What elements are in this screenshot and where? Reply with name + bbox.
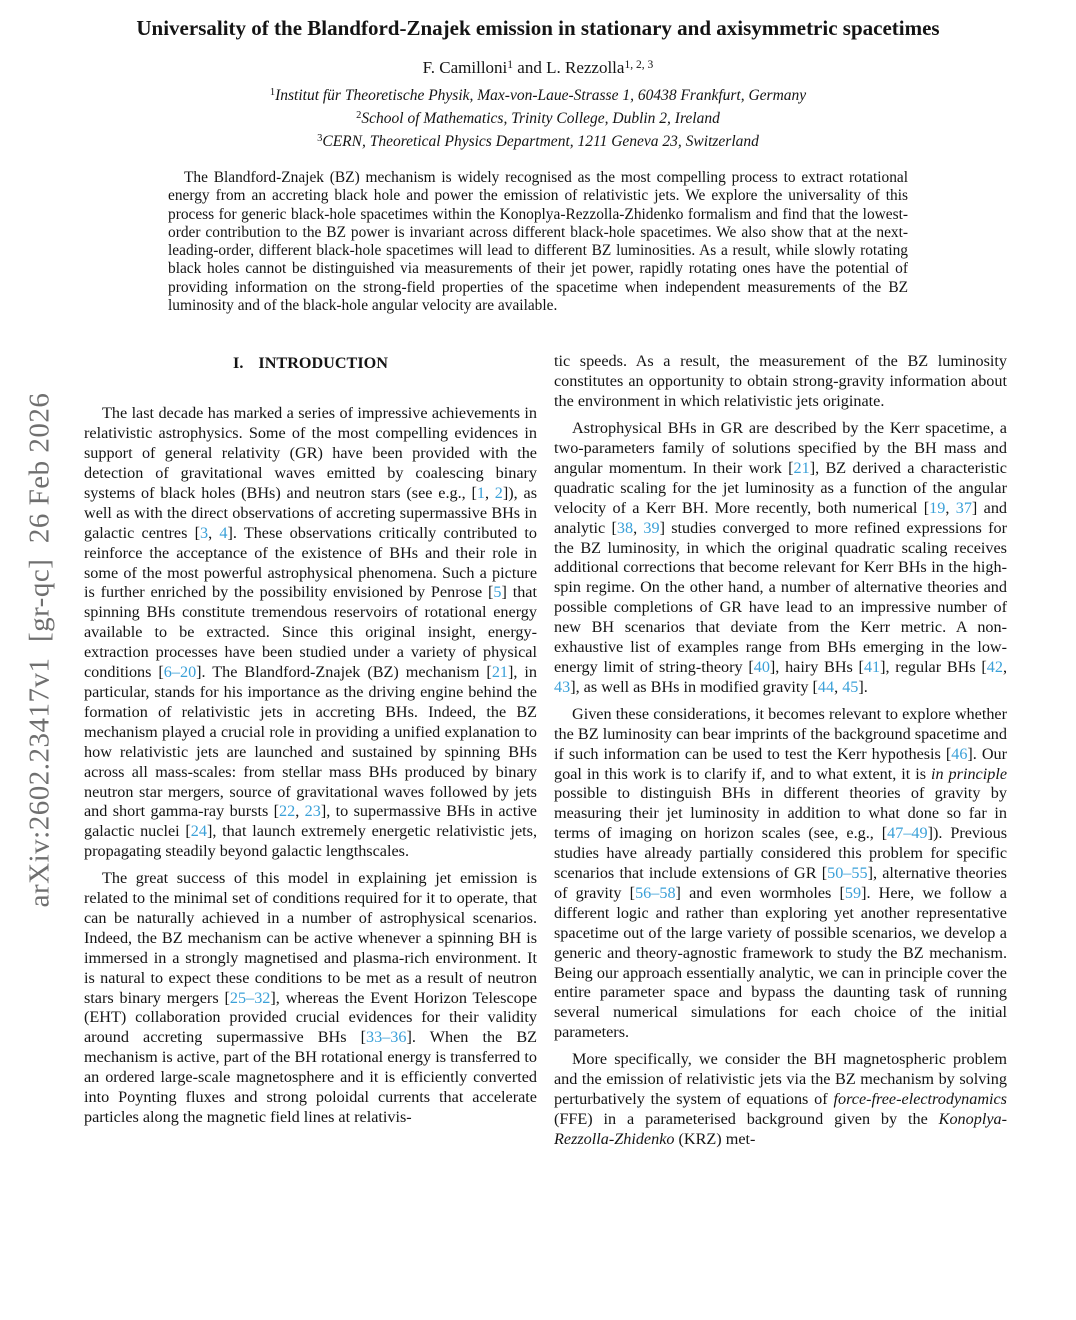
superscript: 3 bbox=[317, 133, 323, 145]
paragraph bbox=[554, 705, 1007, 1043]
citation-link[interactable]: 42 bbox=[986, 657, 1003, 676]
citation-link[interactable]: 37 bbox=[955, 498, 972, 517]
text-run: More specifically, we consider the BH magnetospheric problem and the emission of relativistic jets via the BZ mechanism by solving perturbatively the system of equations of bbox=[554, 1050, 1007, 1108]
text-run: ]), as well as with the direct observations of accreting supermassive BHs in galactic centres [ bbox=[84, 483, 537, 542]
text-run: ]. bbox=[858, 677, 868, 696]
citation-link[interactable]: 2 bbox=[494, 483, 503, 502]
paper-title: Universality of the Blandford-Znajek emission in stationary and axisymmetric spacetimes bbox=[136, 16, 940, 40]
text-run: ]). Previous studies have already partially considered this problem for specific scenarios that include extensions of GR [ bbox=[554, 824, 1008, 883]
italic-text-run: CERN, Theoretical Physics Department, 1211 Geneva 23, Switzerland bbox=[322, 133, 759, 150]
paragraph bbox=[84, 404, 537, 862]
affiliation bbox=[0, 108, 1076, 131]
body-columns bbox=[84, 352, 1008, 1156]
italic-text-run: in principle bbox=[931, 764, 1007, 783]
italic-text-run: Konoplya-Rezzolla-Zhidenko bbox=[554, 1109, 1007, 1148]
citation-link[interactable]: 40 bbox=[753, 657, 770, 676]
text-run: ], whereas the Event Horizon Telescope (EHT) collaboration provided crucial evidences for their validity around accreting supermassive BHs [ bbox=[84, 988, 538, 1047]
citation-link[interactable]: 43 bbox=[554, 677, 571, 696]
citation-link[interactable]: 6–20 bbox=[163, 663, 197, 682]
right-column bbox=[554, 352, 1007, 1156]
paragraph bbox=[554, 1050, 1007, 1150]
citation-link[interactable]: 4 bbox=[219, 523, 228, 542]
paragraph bbox=[554, 419, 1007, 698]
text-run: ]. Our goal in this work is to clarify if, and to what extent, it is bbox=[554, 744, 1007, 783]
citation-link[interactable]: 59 bbox=[844, 883, 862, 902]
citation-link[interactable]: 21 bbox=[491, 663, 509, 682]
italic-text-run: School of Mathematics, Trinity College, Dublin 2, Ireland bbox=[361, 110, 720, 127]
text-run: Given these considerations, it becomes relevant to explore whether the BZ luminosity can bear imprints of the background spacetime and if such information can be used to test the Kerr hypothesis [ bbox=[554, 704, 1007, 763]
text-run: , bbox=[1002, 657, 1007, 676]
superscript: 2 bbox=[356, 110, 362, 122]
affiliation bbox=[0, 131, 1076, 154]
paper-header bbox=[0, 0, 1076, 154]
section-heading-introduction bbox=[84, 354, 537, 374]
citation-link[interactable]: 5 bbox=[493, 583, 502, 602]
citation-link[interactable]: 45 bbox=[842, 677, 859, 696]
citation-link[interactable]: 24 bbox=[190, 822, 207, 841]
text-run: ], hairy BHs [ bbox=[769, 657, 864, 676]
section-number: I. bbox=[233, 354, 244, 373]
left-column-paragraphs bbox=[84, 404, 537, 1128]
text-run: , bbox=[945, 498, 956, 517]
text-run: The great success of this model in explaining jet emission is related to the minimal set of conditions required for it to operate, that can be naturally achieved in a number of astrophysical scenarios. Indeed, the BZ mechanism can be active whenever a spinning BH is immersed in a strongly magnetised and plasma-rich environment. It is natural to expect these conditions to be met as a result of neutron stars binary mergers [ bbox=[84, 869, 537, 1007]
text-run: possible to distinguish BHs in different theories of gravity by measuring their jet luminosity in addition to what done so far in terms of imaging on horizon scales (see, e.g., [ bbox=[554, 784, 1007, 843]
text-run: ], to supermassive BHs in active galactic nuclei [ bbox=[84, 802, 537, 841]
text-run: ] that spinning BHs constitute tremendous reservoirs of rotational energy available to be extracted. Since this original insight, energy-extraction processes have been studied under a variety of physical conditions [ bbox=[84, 583, 537, 682]
citation-link[interactable]: 47–49 bbox=[887, 824, 928, 843]
text-run: and L. Rezzolla bbox=[513, 58, 625, 77]
paragraph bbox=[554, 352, 1007, 412]
paragraph bbox=[84, 869, 537, 1128]
citation-link[interactable]: 19 bbox=[929, 498, 946, 517]
citation-link[interactable]: 21 bbox=[793, 458, 810, 477]
citation-link[interactable]: 56–58 bbox=[635, 883, 676, 902]
text-run: ], BZ derived a characteristic quadratic scaling for the jet luminosity as a function of the angular velocity of a Kerr BH. More recently, both numerical [ bbox=[554, 458, 1007, 517]
citation-link[interactable]: 25–32 bbox=[229, 988, 271, 1007]
text-run: The last decade has marked a series of impressive achievements in relativistic astrophysics. Some of the most compelling evidences in support of general relativity (GR) have been provided with the detection of gravitational waves emitted by coalescing binary systems of black holes (BHs) and neutron stars (see e.g., [ bbox=[84, 404, 537, 502]
superscript: 1 bbox=[507, 57, 514, 71]
text-run: ], in particular, stands for his importance as the driving engine behind the formation of relativistic jets in accreting BHs. Indeed, the BZ mechanism played a crucial role in providing a unified explanation to how relativistic jets are launched and sustained by spinning BHs across all mass-scales: from stellar mass BHs produced by binary neutron star mergers, source of gravitational waves followed by jets and short gamma-ray bursts [ bbox=[84, 663, 538, 821]
superscript: 1 bbox=[269, 87, 276, 99]
citation-link[interactable]: 23 bbox=[304, 802, 321, 821]
text-run: ], regular BHs [ bbox=[880, 657, 987, 676]
text-run: , bbox=[295, 802, 305, 821]
text-run: tic speeds. As a result, the measurement of the BZ luminosity constitutes an opportunity to obtain strong-gravity information about the environment in which relativistic jets originate. bbox=[554, 352, 1007, 411]
text-run: ], alternative theories of gravity [ bbox=[554, 864, 1007, 902]
text-run: F. Camilloni bbox=[422, 58, 508, 77]
citation-link[interactable]: 22 bbox=[279, 802, 296, 821]
text-run: ], as well as BHs in modified gravity [ bbox=[570, 677, 818, 696]
citation-link[interactable]: 46 bbox=[951, 744, 968, 763]
text-run: ] studies converged to more refined expressions for the BZ luminosity, in which the original quadratic scaling receives additional corrections that become relevant for Kerr BHs in the high-spin regime. On the other hand, a number of alternative theories and possible completions of GR have lead to an impressive number of new BH scenarios that deviate from the Kerr metric. A non-exhaustive list of examples range from BHs emerging in the low-energy limit of string-theory [ bbox=[554, 518, 1007, 676]
text-run: (FFE) in a parameterised background given by the bbox=[554, 1109, 939, 1128]
affiliation bbox=[0, 85, 1076, 108]
text-run: Astrophysical BHs in GR are described by the Kerr spacetime, a two-parameters family of solutions specified by the BH mass and angular momentum. In their work [ bbox=[554, 419, 1007, 477]
text-run: ]. When the BZ mechanism is active, part of the BH rotational energy is transferred to an ordered large-scale magnetosphere and it is efficiently converted into Poynting fluxes and strong poloidal currents that accelerate particles along the magnetic field lines at relativis- bbox=[84, 1028, 538, 1126]
text-run: ]. Here, we follow a different logic and rather than exploring yet another representative spacetime out of the large variety of possible scenarios, we develop a generic and theory-agnostic framework to study the BZ mechanism. Being our approach essentially analytic, we can in principle cover the entire parameter space and bypass the daunting task of running several numerical simulations for each choice of the initial parameters. bbox=[554, 883, 1007, 1042]
citation-link[interactable]: 39 bbox=[643, 518, 660, 537]
citation-link[interactable]: 38 bbox=[616, 518, 634, 537]
text-run: ] and analytic [ bbox=[554, 498, 1008, 537]
text-run: ]. These observations critically contributed to reinforce the acceptance of the existence of BHs and their role in some of the most powerful astrophysical phenomena. Such a picture is further enriched by the possibility envisioned by Penrose [ bbox=[84, 523, 537, 602]
text-run: , bbox=[484, 483, 495, 502]
section-title: INTRODUCTION bbox=[258, 354, 388, 373]
text-run: , bbox=[834, 677, 843, 696]
text-run: (KRZ) met- bbox=[674, 1129, 756, 1148]
italic-text-run: force-free-electrodynamics bbox=[833, 1090, 1007, 1108]
citation-link[interactable]: 41 bbox=[863, 657, 881, 676]
right-column-paragraphs bbox=[554, 352, 1007, 1149]
text-run: ]. The Blandford-Znajek (BZ) mechanism [ bbox=[196, 663, 492, 682]
citation-link[interactable]: 1 bbox=[476, 483, 485, 502]
text-run: ] and even wormholes [ bbox=[675, 883, 845, 902]
left-column bbox=[84, 352, 537, 1156]
citation-link[interactable]: 33–36 bbox=[366, 1028, 407, 1047]
abstract: The Blandford-Znajek (BZ) mechanism is widely recognised as the most compelling process to extract rotational energy from an accreting black hole and power the emission of relativistic jets. We explore the universality of this process for generic black-hole spacetimes within the Konoplya-Rezzolla-Zhidenko formalism and find that the lowest-order contribution to the BZ power is invariant across different black-hole spacetimes. We also show that at the next-leading-order, different black-hole spacetimes will lead to different BZ luminosities. As a result, while slowly rotating black holes cannot be distinguished via measurements of their jet power, rapidly rotating ones have the potential of providing information on the strong-field properties of the spacetime when independent measurements of the BZ luminosity and of the black-hole angular velocity are available. bbox=[168, 169, 908, 315]
text-run: ], that launch extremely energetic relativistic jets, propagating steadily beyond galactic lengthscales. bbox=[84, 822, 537, 861]
superscript: 1, 2, 3 bbox=[624, 57, 654, 71]
text-run: , bbox=[633, 518, 644, 537]
citation-link[interactable]: 44 bbox=[817, 677, 835, 696]
citation-link[interactable]: 3 bbox=[200, 523, 209, 542]
arxiv-watermark: arXiv:2602.23417v1 [gr-qc] 26 Feb 2026 bbox=[23, 392, 56, 908]
text-run: , bbox=[208, 523, 220, 542]
citation-link[interactable]: 50–55 bbox=[827, 864, 868, 883]
authors-line bbox=[0, 58, 1076, 78]
italic-text-run: Institut für Theoretische Physik, Max-von-Laue-Strasse 1, 60438 Frankfurt, Germany bbox=[275, 87, 807, 104]
affiliations-block bbox=[0, 85, 1076, 154]
